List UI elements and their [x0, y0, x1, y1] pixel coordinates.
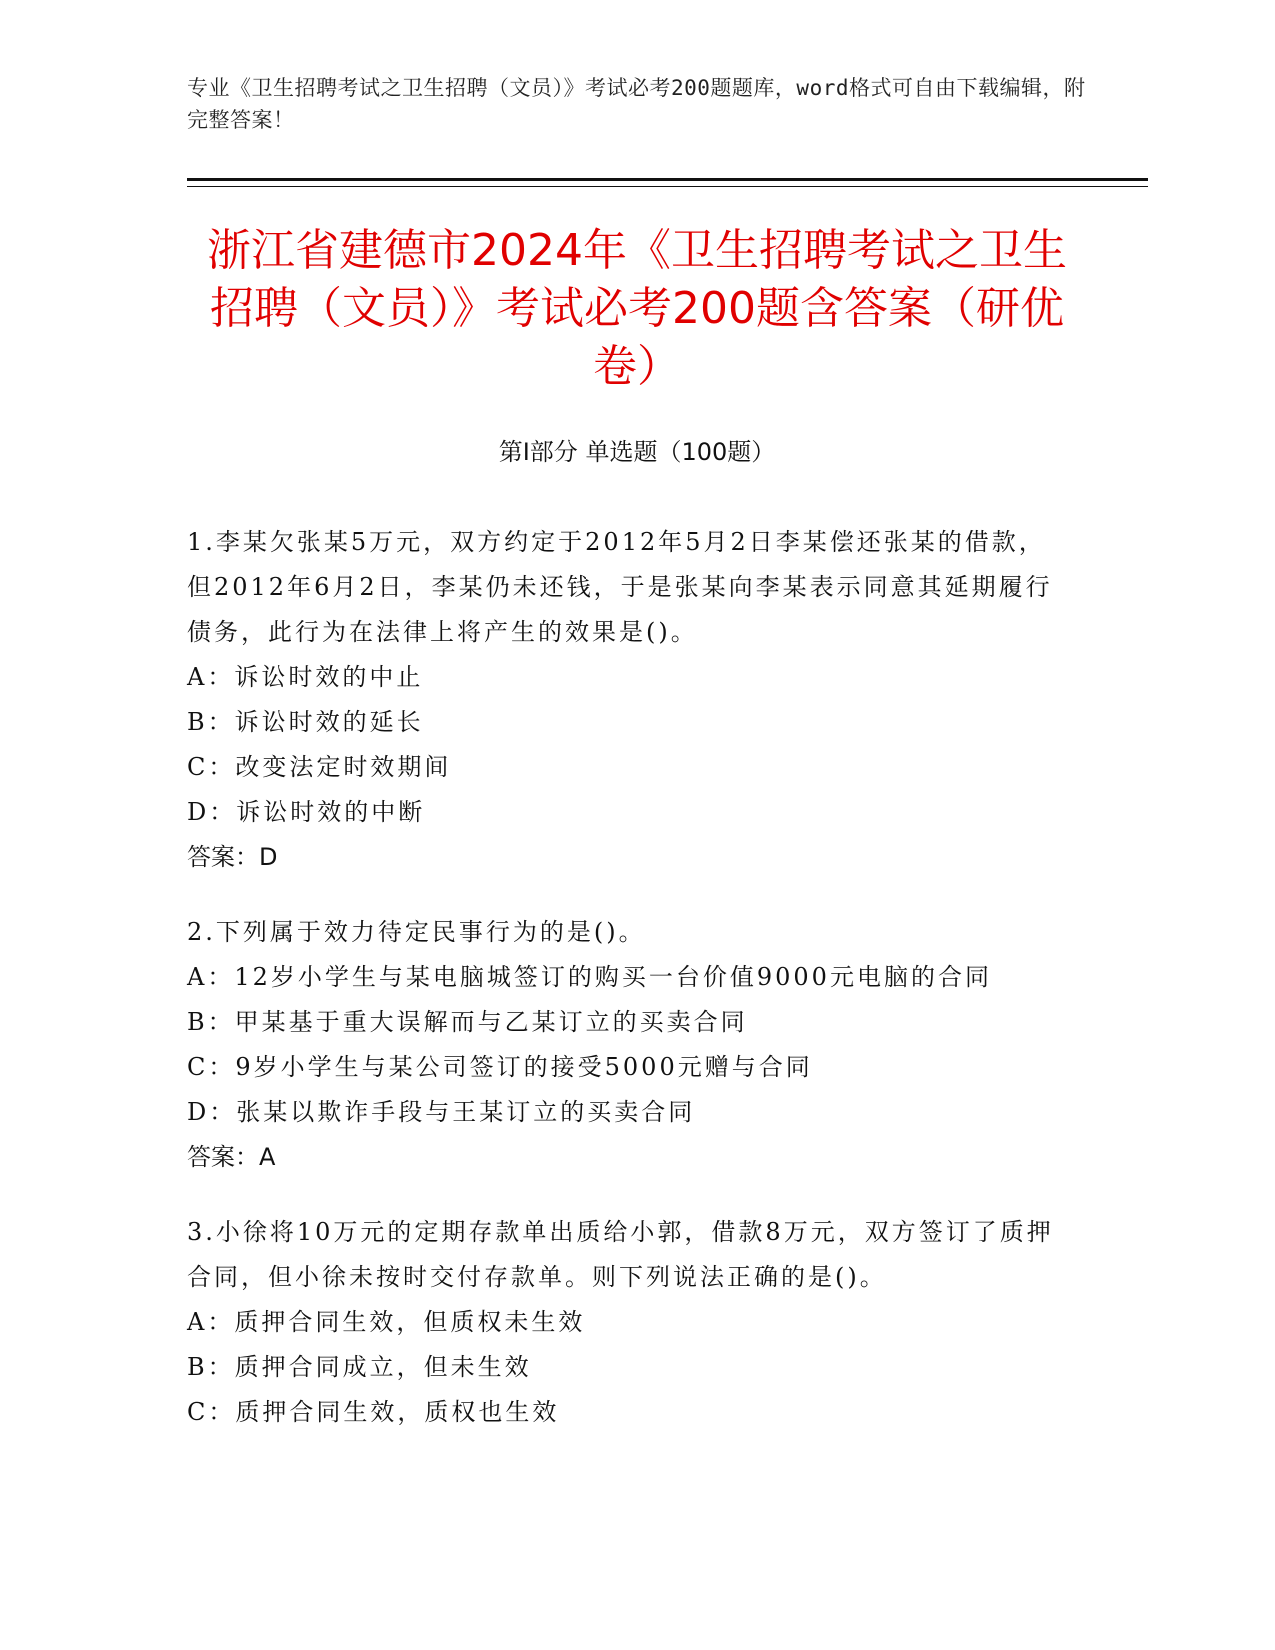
question-stem: 2.下列属于效力待定民事行为的是()。 [187, 918, 646, 946]
question-2 [187, 910, 1067, 1180]
option-d: D：张某以欺诈手段与王某订立的买卖合同 [187, 1098, 696, 1126]
option-b: B：诉讼时效的延长 [187, 708, 424, 736]
option-a: A：12岁小学生与某电脑城签订的购买一台价值9000元电脑的合同 [187, 963, 992, 991]
answer: 答案：D [187, 843, 278, 871]
option-a: A：诉讼时效的中止 [187, 663, 424, 691]
question-1 [187, 520, 1067, 880]
option-a: A：质押合同生效，但质权未生效 [187, 1308, 586, 1336]
answer: 答案：A [187, 1143, 276, 1171]
option-c: C：改变法定时效期间 [187, 753, 452, 781]
header-rule-thick [187, 178, 1148, 181]
option-d: D：诉讼时效的中断 [187, 798, 426, 826]
question-3 [187, 1210, 1067, 1435]
question-list [187, 520, 1067, 1465]
section-heading: 第I部分 单选题（100题） [498, 438, 776, 466]
header-note: 专业《卫生招聘考试之卫生招聘（文员）》考试必考200题题库，word格式可自由下载编辑，附完整答案！ [187, 76, 1086, 132]
option-b: B：甲某基于重大误解而与乙某订立的买卖合同 [187, 1008, 748, 1036]
header-rule-thin [187, 186, 1148, 187]
option-c: C：质押合同生效，质权也生效 [187, 1398, 560, 1426]
option-b: B：质押合同成立，但未生效 [187, 1353, 532, 1381]
document-title: 浙江省建德市2024年《卫生招聘考试之卫生招聘（文员）》考试必考200题含答案（研优卷） [207, 225, 1067, 392]
question-stem: 3.小徐将10万元的定期存款单出质给小郭，借款8万元，双方签订了质押合同，但小徐未按时交付存款单。则下列说法正确的是()。 [187, 1218, 1054, 1291]
option-c: C：9岁小学生与某公司签订的接受5000元赠与合同 [187, 1053, 813, 1081]
question-stem: 1.李某欠张某5万元，双方约定于2012年5月2日李某偿还张某的借款，但2012年6月2日，李某仍未还钱，于是张某向李某表示同意其延期履行债务，此行为在法律上将产生的效果是()。 [187, 528, 1053, 646]
